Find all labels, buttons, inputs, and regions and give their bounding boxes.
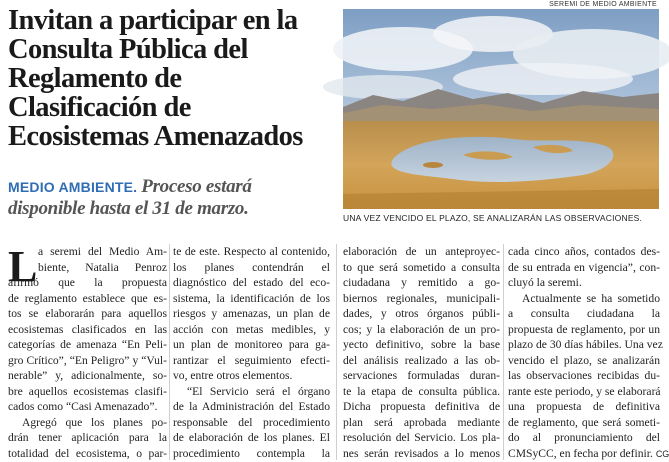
photo-credit: SEREMI DE MEDIO AMBIENTE: [549, 1, 657, 8]
text-line: tos se elaborarán para aquellos: [8, 306, 167, 322]
text-line: biernos regionales, municipali-: [343, 291, 500, 307]
text-line: de la Administración del Estado: [173, 399, 330, 415]
text-line: de su entrada en vigencia”, con-: [508, 260, 660, 276]
article-column-1: [8, 244, 167, 460]
text-line: servaciones formuladas duran-: [343, 368, 500, 384]
text-line: dades, y otros órganos públi-: [343, 306, 500, 322]
text-line: una propuesta de definitiva: [508, 399, 660, 415]
subhead-line-1: [8, 176, 338, 198]
text-line: de reglamento, que será someti-: [508, 415, 660, 431]
headline-line: Reglamento de: [8, 64, 328, 93]
text-line: nerable” y, adicionalmente, so-: [8, 368, 167, 384]
text-line: nes serán revisados a lo menos: [343, 446, 500, 462]
text-line: afirmó que la propuesta: [8, 275, 167, 291]
text-line: propuesta de reglamento, por un: [508, 322, 660, 338]
section-label: MEDIO AMBIENTE.: [8, 179, 137, 195]
text-line: categorías de amenaza “En Peli-: [8, 337, 167, 353]
text-line: rantizar el seguimiento efecti-: [173, 353, 330, 369]
text-line: “El Servicio será el órgano: [173, 384, 330, 400]
text-line: Actualmente se ha sometido: [508, 291, 660, 307]
text-line: gro Crítico”, “En Peligro” y “Vul-: [8, 353, 167, 369]
column-rule: [169, 244, 170, 460]
article-column-4: [508, 244, 660, 460]
text-line: rante este periodo, y se elaborará: [508, 384, 660, 400]
text-line: de elaboración de los planes. El: [173, 430, 330, 446]
text-line: vencido el plazo, se analizarán: [508, 353, 660, 369]
text-line: las observaciones recibidas du-: [508, 368, 660, 384]
text-line: cos; y la elaboración de un pro-: [343, 322, 500, 338]
end-mark: CG: [656, 449, 669, 459]
headline-line: Clasificación de: [8, 93, 328, 122]
photo-caption: UNA VEZ VENCIDO EL PLAZO, SE ANALIZARÁN LAS OBSERVACIONES.: [343, 213, 659, 223]
article-column-3: [343, 244, 500, 460]
text-line: do al pronunciamiento del: [508, 430, 660, 446]
text-line: diagnóstico del estado del eco-: [173, 275, 330, 291]
text-line: responsable del procedimiento: [173, 415, 330, 431]
text-line: riesgos y amenazas, un plan de: [173, 306, 330, 322]
text-line: biente, Natalia Penroz: [8, 260, 167, 276]
landscape-illustration: [343, 9, 659, 209]
column-rule: [336, 244, 337, 460]
text-line: drán tener aplicación para la: [8, 430, 167, 446]
subhead-text-1: Proceso estará: [141, 176, 251, 197]
text-line: plazo de 30 días hábiles. Una vez: [508, 337, 660, 353]
text-line: los planes contendrán el: [173, 260, 330, 276]
column-rule: [503, 244, 504, 460]
text-line: acción con metas medibles, y: [173, 322, 330, 338]
text-line: procedimiento contempla la: [173, 446, 330, 462]
headline: [8, 6, 328, 151]
headline-line: Consulta Pública del: [8, 35, 328, 64]
headline-line: Ecosistemas Amenazados: [8, 122, 328, 151]
text-line: to que será sometido a consulta: [343, 260, 500, 276]
headline-line: Invitan a participar en la: [8, 6, 328, 35]
text-line: un plan de monitoreo para ga-: [173, 337, 330, 353]
text-line: yecto definitivo, sobre la base: [343, 337, 500, 353]
text-line: te la etapa de consulta pública.: [343, 384, 500, 400]
article-column-2: [173, 244, 330, 460]
text-line: de reglamento establece que es-: [8, 291, 167, 307]
drop-cap: L: [8, 247, 37, 287]
text-line: ciudadana y remitido a go-: [343, 275, 500, 291]
subhead-text-2: disponible hasta el 31 de marzo.: [8, 198, 338, 219]
text-line: elaboración de un anteproyec-: [343, 244, 500, 260]
text-line: a seremi del Medio Am-: [8, 244, 167, 260]
text-line: Dicha propuesta definitiva de: [343, 399, 500, 415]
text-line: bre aquellos ecosistemas clasifi-: [8, 384, 167, 400]
text-line: ecosistemas clasificados en las: [8, 322, 167, 338]
photo-wetland: [343, 9, 659, 209]
text-line: vo, entre otros elementos.: [173, 368, 330, 384]
subheadline: [8, 176, 338, 219]
text-line: resolución del Servicio. Los pla-: [343, 430, 500, 446]
text-line: del análisis realizado a las ob-: [343, 353, 500, 369]
text-line: cada cinco años, contados des-: [508, 244, 660, 260]
text-line: plan será aprobada mediante: [343, 415, 500, 431]
text-line: [508, 446, 660, 462]
text-line: a consulta ciudadana la: [508, 306, 660, 322]
text-line: te de este. Respecto al contenido,: [173, 244, 330, 260]
text-line: totalidad del ecosistema, o par-: [8, 446, 167, 462]
text-line: cados como “Casi Amenazado”.: [8, 399, 167, 415]
text-line: sistema, la identificación de los: [173, 291, 330, 307]
final-sentence: CMSyCC, en fecha por definir.: [508, 447, 653, 460]
text-line: cluyó la seremi.: [508, 275, 660, 291]
text-line: Agregó que los planes po-: [8, 415, 167, 431]
